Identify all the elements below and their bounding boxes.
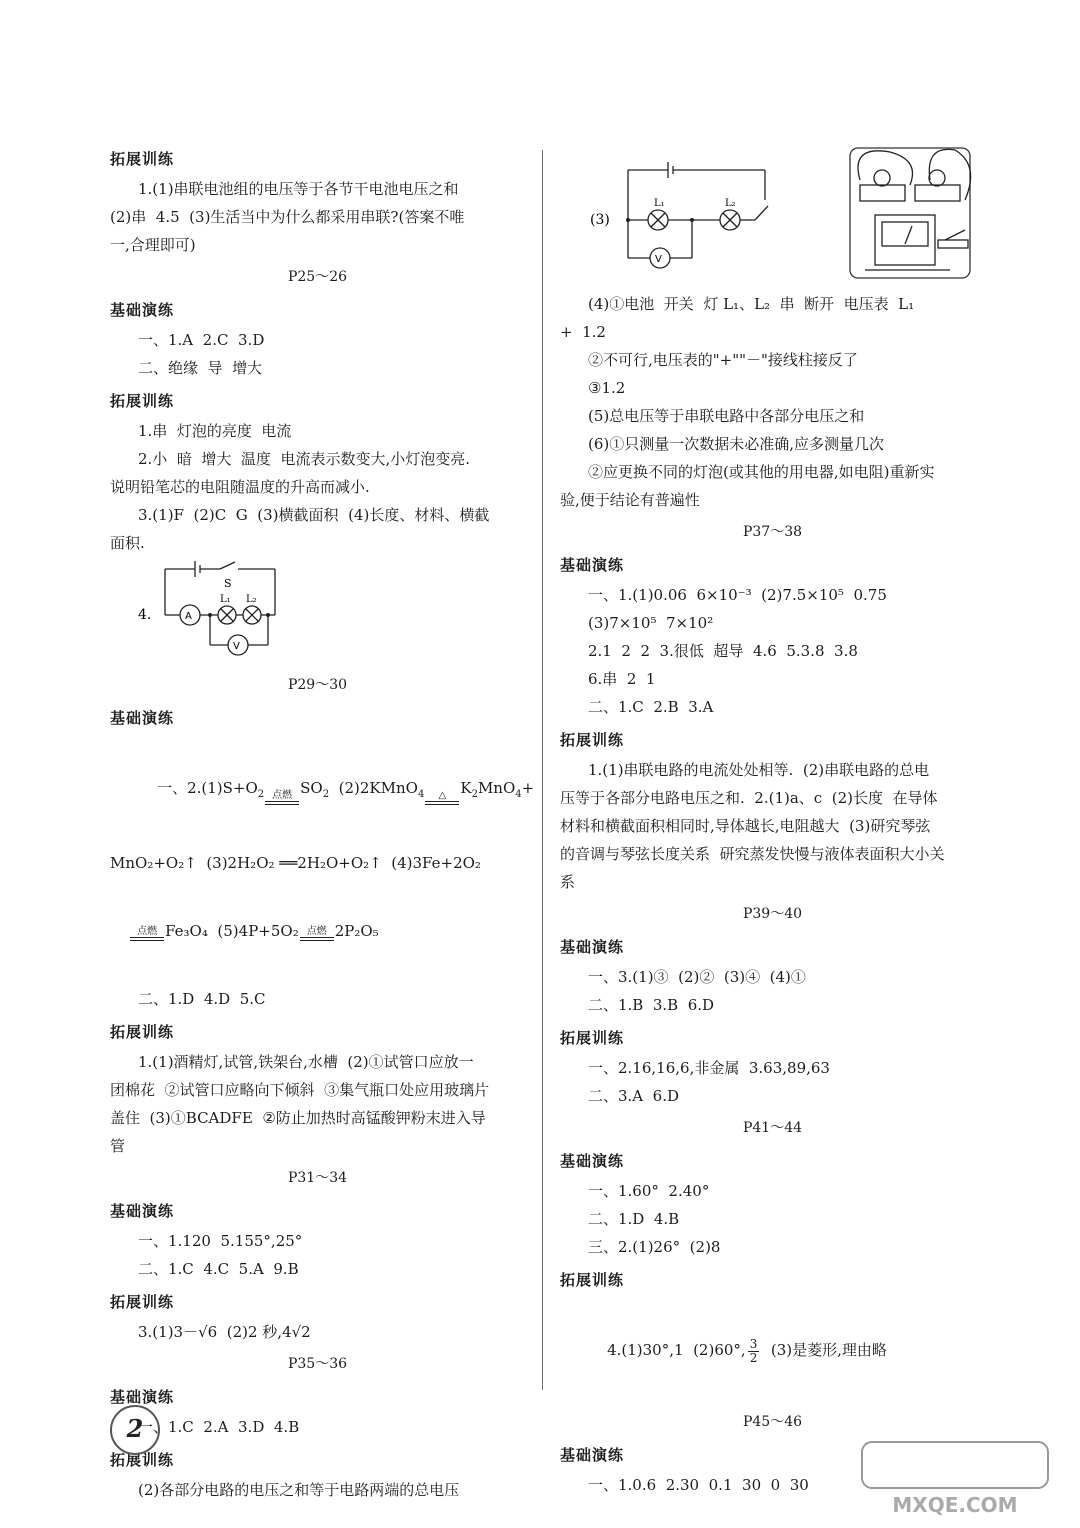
answer-line: 4.(1)30°,1 (2)60°, $\frac{3}{2}$ (3)是菱形,理由略: [607, 1336, 887, 1365]
answer-line: 的音调与琴弦长度关系 研究蒸发快慢与液体表面积大小关: [560, 845, 945, 863]
answer-line: 压等于各部分电路电压之和. 2.(1)a、c (2)长度 在导体: [560, 789, 938, 807]
answer-line: (5)总电压等于串联电路中各部分电压之和: [588, 407, 865, 425]
answer-line: 二、1.D 4.D 5.C: [138, 990, 266, 1008]
section-heading: 拓展训练: [110, 392, 175, 410]
section-heading: 基础演练: [110, 1388, 175, 1406]
section-heading: 拓展训练: [560, 1271, 625, 1289]
equation-line: 一、$2.(1)S+O_2$ 点燃 $SO_2$ (2)2KMnO$_4$ △ $K_2MnO_4+$: [110, 734, 525, 849]
answer-line: ③1.2: [588, 379, 626, 397]
answer-line: 3.(1)F (2)C G (3)横截面积 (4)长度、材料、横截: [138, 506, 490, 524]
watermark-text: MXQE.COM: [892, 1493, 1018, 1517]
ignite-condition: 点燃: [264, 790, 300, 813]
answer-line: 3.(1)3－√6 (2)2 秒,4√2: [138, 1323, 311, 1341]
circuit-4-svg: [110, 557, 310, 667]
lamp1-label: L₁: [220, 594, 231, 605]
page-number: 2: [110, 1405, 160, 1455]
section-heading: 拓展训练: [560, 731, 625, 749]
answer-line: (6)①只测量一次数据未必准确,应多测量几次: [588, 435, 885, 453]
watermark-logo: [860, 1440, 1050, 1520]
page-range: P41～44: [742, 1120, 803, 1136]
page-range: P45～46: [742, 1414, 803, 1430]
answer-line: 二、3.A 6.D: [588, 1087, 680, 1105]
answer-line: 验,便于结论有普遍性: [560, 491, 700, 509]
section-heading: 基础演练: [560, 938, 625, 956]
left-column: [110, 140, 535, 1504]
answer-line: 一、1.A 2.C 3.D: [138, 331, 265, 349]
fig3-number: (3): [590, 212, 610, 228]
answer-line: 系: [560, 873, 576, 891]
answer-line: 二、1.C 2.B 3.A: [588, 698, 714, 716]
answer-line: 团棉花 ②试管口应略向下倾斜 ③集气瓶口处应用玻璃片: [110, 1081, 490, 1099]
ammeter-label: A: [185, 611, 192, 622]
section-heading: 拓展训练: [110, 1293, 175, 1311]
answer-line: 一,合理即可): [110, 236, 196, 254]
voltmeter-label: V: [655, 254, 662, 265]
answer-line: 1.(1)串联电池组的电压等于各节干电池电压之和: [138, 180, 459, 198]
answer-line: 一、1.60° 2.40°: [588, 1182, 710, 1200]
answer-line: (2)串 4.5 (3)生活当中为什么都采用串联?(答案不唯: [110, 208, 465, 226]
answer-line: 二、1.C 4.C 5.A 9.B: [138, 1260, 299, 1278]
page-range: P37～38: [742, 524, 803, 540]
answer-line: ②不可行,电压表的"+""－"接线柱接反了: [588, 351, 858, 369]
lamp2-label: L₂: [725, 198, 736, 209]
circuit-diagram-4: [110, 557, 525, 667]
answer-line: 材料和横截面积相同时,导体越长,电阻越大 (3)研究琴弦: [560, 817, 931, 835]
section-heading: 基础演练: [110, 301, 175, 319]
lamp2-label: L₂: [246, 594, 257, 605]
heat-condition: △: [424, 790, 460, 813]
answer-line: + 1.2: [560, 323, 606, 341]
answer-line: 管: [110, 1137, 126, 1155]
answer-line: 一、1.0.6 2.30 0.1 30 0 30: [588, 1476, 809, 1494]
section-heading: 基础演练: [560, 1152, 625, 1170]
answer-line: 一、2.16,16,6,非金属 3.63,89,63: [588, 1059, 830, 1077]
answer-line: ②应更换不同的灯泡(或其他的用电器,如电阻)重新实: [588, 463, 935, 481]
section-heading: 拓展训练: [560, 1029, 625, 1047]
fig4-number: 4.: [138, 607, 152, 623]
page-range: P29～30: [287, 677, 348, 693]
answer-line: 一、1.(1)0.06 6×10⁻³ (2)7.5×10⁵ 0.75: [588, 586, 887, 604]
answer-line: 面积.: [110, 534, 145, 552]
answer-line: (4)①电池 开关 灯 L₁、L₂ 串 断开 电压表 L₁: [588, 295, 915, 313]
answer-line: 2.小 暗 增大 温度 电流表示数变大,小灯泡变亮.: [138, 450, 470, 468]
circuit-diagram-3: [560, 140, 985, 290]
page-range: P25～26: [287, 269, 348, 285]
equation-line: MnO₂+O₂↑ (3)2H₂O₂ ══2H₂O+O₂↑ (4)3Fe+2O₂: [110, 854, 481, 872]
switch-label: S: [224, 577, 232, 590]
equation-line: 点燃 Fe₃O₄ (5)4P+5O₂ 点燃 2P₂O₅: [110, 877, 525, 985]
ignite-condition: 点燃: [129, 926, 165, 949]
column-divider: [542, 150, 543, 1390]
lamp1-label: L₁: [654, 198, 665, 209]
circuit-3-svg: [560, 140, 985, 290]
answer-line: 一、3.(1)③ (2)② (3)④ (4)①: [588, 968, 806, 986]
answer-line: 2.1 2 2 3.很低 超导 4.6 5.3.8 3.8: [588, 642, 858, 660]
answer-line: 6.串 2 1: [588, 670, 656, 688]
section-heading: 基础演练: [560, 1446, 625, 1464]
section-heading: 拓展训练: [110, 1023, 175, 1041]
answer-line: 1.串 灯泡的亮度 电流: [138, 422, 292, 440]
section-heading: 基础演练: [110, 709, 175, 727]
section-heading: 基础演练: [110, 1202, 175, 1220]
answer-line: 说明铅笔芯的电阻随温度的升高而减小.: [110, 478, 370, 496]
ignite-condition: 点燃: [299, 926, 335, 949]
answer-line: 1.(1)酒精灯,试管,铁架台,水槽 (2)①试管口应放一: [138, 1053, 474, 1071]
answer-line: (2)各部分电路的电压之和等于电路两端的总电压: [138, 1481, 460, 1499]
answer-line: (3)7×10⁵ 7×10²: [588, 614, 714, 632]
answer-line: 二、绝缘 导 增大: [138, 359, 263, 377]
section-heading: 基础演练: [560, 556, 625, 574]
answer-line: 三、2.(1)26° (2)8: [588, 1238, 721, 1256]
fraction: $\frac{3}{2}$: [749, 1336, 758, 1365]
right-column: [560, 140, 985, 1499]
section-heading: 拓展训练: [110, 150, 175, 168]
page-range: P31～34: [287, 1170, 348, 1186]
answer-line: 一、1.C 2.A 3.D 4.B: [138, 1418, 300, 1436]
answer-line: 二、1.D 4.B: [588, 1210, 680, 1228]
answer-line: 1.(1)串联电路的电流处处相等. (2)串联电路的总电: [588, 761, 930, 779]
answer-line: 盖住 (3)①BCADFE ②防止加热时高锰酸钾粉末进入导: [110, 1109, 486, 1127]
voltmeter-label: V: [233, 641, 240, 652]
section-heading: 拓展训练: [110, 1451, 175, 1469]
page-range: P39～40: [742, 906, 803, 922]
answer-line: 一、1.120 5.155°,25°: [138, 1232, 303, 1250]
answer-line: 二、1.B 3.B 6.D: [588, 996, 715, 1014]
page-range: P35～36: [287, 1356, 348, 1372]
